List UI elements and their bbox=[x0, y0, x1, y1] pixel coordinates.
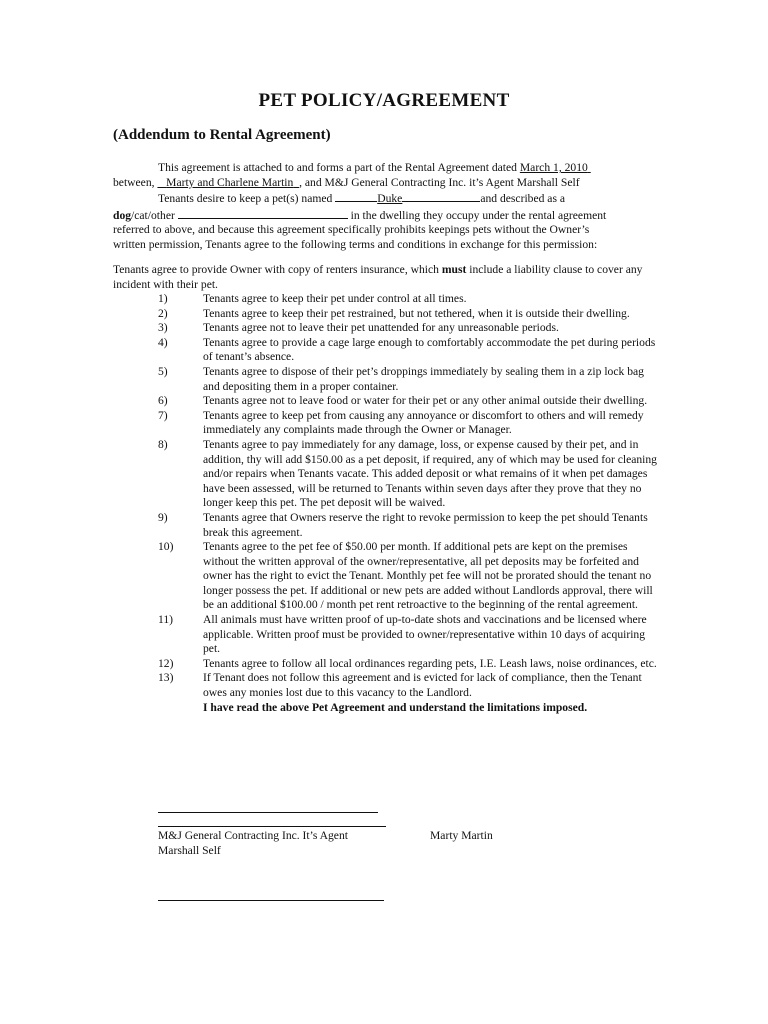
item-text: All animals must have written proof of up-to-date shots and vaccinations and be licensed where applicable. Written proof must be provided to owner/representative within 10 days of acquiring pet. bbox=[203, 613, 647, 656]
item-text: Tenants agree to keep their pet restrained, but not tethered, when it is outside their dwelling. bbox=[203, 306, 630, 320]
item-text: If Tenant does not follow this agreement and is evicted for lack of compliance, then the Tenant owes any monies lost due to this vacancy to the Landlord. bbox=[203, 671, 642, 700]
blank-line bbox=[402, 190, 480, 202]
acknowledgement-statement: I have read the above Pet Agreement and understand the limitations imposed. bbox=[203, 700, 588, 714]
insurance-text: include a liability clause to cover any incident with their pet. bbox=[113, 263, 643, 291]
pet-type-dog: dog bbox=[113, 208, 132, 222]
item-number: 7) bbox=[158, 408, 168, 422]
item-text: Tenants agree to keep their pet under control at all times. bbox=[203, 292, 467, 305]
item-number: 9) bbox=[158, 510, 168, 524]
tenant-names: Marty and Charlene Martin bbox=[166, 175, 294, 189]
item-number: 3) bbox=[158, 321, 168, 335]
item-text: Tenants agree not to leave their pet unattended for any unreasonable periods. bbox=[203, 321, 559, 335]
item-number: 12) bbox=[158, 656, 174, 670]
item-text: Tenants agree to provide a cage large enough to comfortably accommodate the pet during periods of tenant’s absence. bbox=[203, 335, 656, 364]
insurance-paragraph bbox=[113, 263, 653, 292]
list-item bbox=[113, 292, 658, 307]
document-subtitle: (Addendum to Rental Agreement) bbox=[113, 127, 331, 143]
intro-text: in the dwelling they occupy under the rental agreement bbox=[347, 208, 607, 222]
intro-text: Tenants desire to keep a pet(s) named bbox=[158, 192, 336, 206]
list-item bbox=[113, 307, 658, 322]
intro-text: between, bbox=[113, 175, 158, 189]
signature-line bbox=[158, 812, 378, 813]
blank-line bbox=[335, 190, 377, 202]
agent-signature-label bbox=[158, 829, 348, 858]
list-item bbox=[113, 336, 658, 365]
item-text: Tenants agree to keep pet from causing any annoyance or discomfort to others and will remedy immediately any complaints made through the Owner or Manager. bbox=[203, 408, 644, 437]
intro-line-4 bbox=[113, 207, 653, 224]
intro-line-5: referred to above, and because this agreement specifically prohibits keepings pets without the Owner’s bbox=[113, 223, 590, 237]
intro-line-3 bbox=[113, 190, 653, 207]
intro-text: /cat/other bbox=[131, 208, 175, 222]
intro-line-1 bbox=[113, 161, 653, 176]
item-number: 1) bbox=[158, 292, 168, 305]
item-number: 2) bbox=[158, 306, 168, 320]
item-text: Tenants agree to follow all local ordinances regarding pets, I.E. Leash laws, noise ordinances, etc. bbox=[203, 656, 657, 670]
list-item bbox=[113, 438, 658, 511]
list-item bbox=[113, 321, 658, 336]
intro-text: , and M&J General Contracting Inc. it’s Agent Marshall Self bbox=[299, 175, 580, 189]
terms-list bbox=[113, 292, 658, 715]
list-item bbox=[113, 671, 658, 700]
blank-line bbox=[178, 207, 348, 219]
list-item bbox=[113, 540, 658, 613]
tenant-signature-label: Marty Martin bbox=[430, 829, 493, 842]
rental-agreement-date: March 1, 2010 bbox=[519, 161, 588, 174]
item-number: 5) bbox=[158, 364, 168, 378]
agent-name-line-1: M&J General Contracting Inc. It’s Agent bbox=[158, 829, 348, 842]
item-number: 13) bbox=[158, 671, 174, 685]
signature-line bbox=[158, 900, 384, 901]
item-text: Tenants agree to pay immediately for any damage, loss, or expense caused by their pet, and in addition, thy will add $150.00 as a pet deposit, if required, any of which may be used for cleaning and/or repairs when Tenants vacate. This added deposit or what remains of it when pet damages have been assessed, will be returned to Tenants within seven days after they prove that they no longer keep this pet. The pet deposit will be waived. bbox=[203, 437, 657, 510]
intro-line-2 bbox=[113, 176, 653, 191]
intro-text: This agreement is attached to and forms a part of the Rental Agreement dated bbox=[158, 161, 520, 174]
intro-text: and described as a bbox=[480, 192, 566, 206]
insurance-text: Tenants agree to provide Owner with copy of renters insurance, which bbox=[113, 263, 442, 276]
list-item bbox=[113, 511, 658, 540]
list-item bbox=[113, 409, 658, 438]
pet-name: Duke bbox=[377, 192, 403, 206]
item-number: 6) bbox=[158, 394, 168, 408]
signature-line bbox=[158, 826, 386, 827]
item-text: Tenants agree to dispose of their pet’s droppings immediately by sealing them in a zip lock bag and depositing them in a proper container. bbox=[203, 364, 644, 393]
list-item bbox=[113, 657, 658, 672]
insurance-must: must bbox=[441, 263, 467, 276]
item-text: Tenants agree not to leave food or water for their pet or any other animal outside their dwelling. bbox=[203, 394, 648, 408]
item-text: Tenants agree to the pet fee of $50.00 per month. If additional pets are kept on the premises without the written approval of the owner/representative, all pet deposits may be forfeited and owner has the right to evict the Tenant. Monthly pet fee will not be prorated should the tenant no longer possess the pet. If additional or new pets are added without Landlords approval, there will be an additional $100.00 / month pet rent retroactive to the beginning of the rental agreement. bbox=[203, 540, 653, 612]
item-number: 4) bbox=[158, 335, 168, 349]
item-number: 8) bbox=[158, 437, 168, 451]
document-title: PET POLICY/AGREEMENT bbox=[258, 90, 510, 111]
agent-name-line-2: Marshall Self bbox=[158, 843, 221, 857]
intro-line-6: written permission, Tenants agree to the following terms and conditions in exchange for this permission: bbox=[113, 237, 598, 251]
list-item bbox=[113, 365, 658, 394]
item-number: 10) bbox=[158, 540, 174, 554]
intro-paragraph bbox=[113, 161, 653, 253]
item-number: 11) bbox=[158, 613, 174, 627]
item-text: Tenants agree that Owners reserve the right to revoke permission to keep the pet should Tenants break this agreement. bbox=[203, 510, 648, 539]
list-item bbox=[113, 613, 658, 657]
list-item bbox=[113, 394, 658, 409]
